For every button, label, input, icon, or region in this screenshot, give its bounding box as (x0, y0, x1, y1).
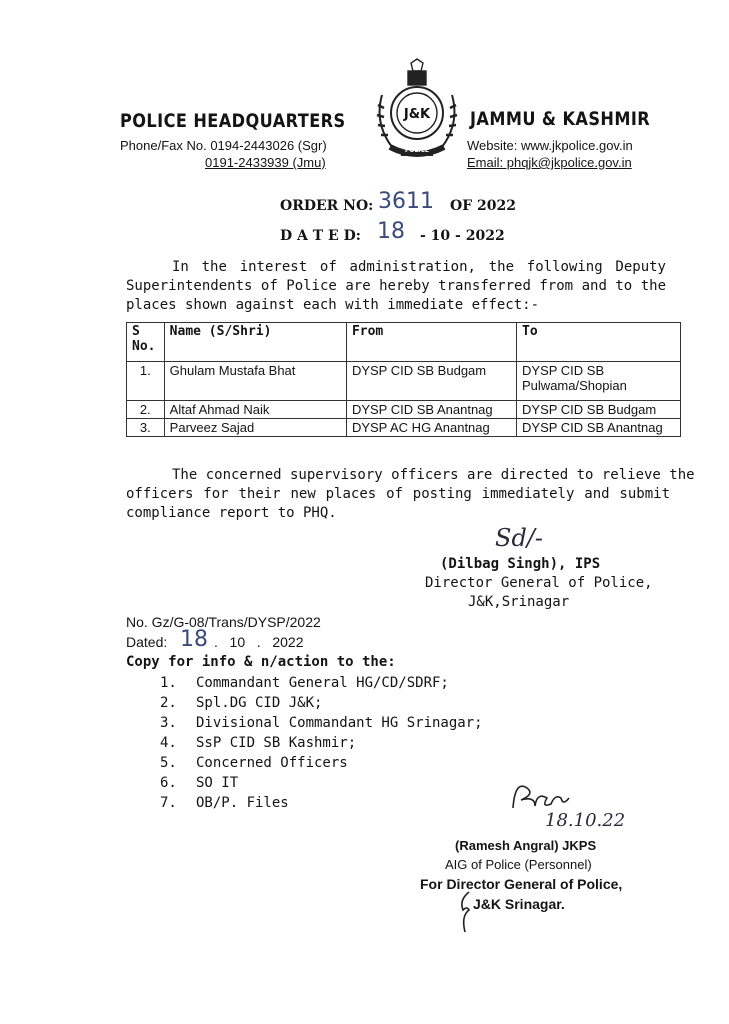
list-item: 6. SO IT (160, 775, 239, 791)
lion-capital-icon (411, 59, 423, 71)
order-year: OF 2022 (450, 198, 516, 214)
row-name: Altaf Ahmad Naik (164, 401, 346, 419)
dated-label: D A T E D: (280, 228, 361, 244)
directive-line-1: The concerned supervisory officers are directed to relieve the (172, 467, 695, 483)
order-label: ORDER NO: (280, 198, 374, 214)
row-from: DYSP CID SB Anantnag (346, 401, 516, 419)
directive-line-3: compliance report to PHQ. (126, 505, 337, 521)
signatory-place: J&K,Srinagar (468, 594, 570, 610)
row-sno: 1. (127, 362, 165, 401)
table-row (127, 419, 681, 437)
list-item: 1. Commandant General HG/CD/SDRF; (160, 675, 449, 691)
col-from: From (346, 323, 516, 362)
endorsement-day: 18 (180, 627, 208, 652)
header-left-title: POLICE HEADQUARTERS (120, 110, 346, 132)
endorsement-date-rest: . 10 . 2022 (214, 634, 304, 650)
row-to: DYSP CID SB Anantnag (517, 419, 681, 437)
directive-paragraph (126, 466, 695, 523)
emblem-text: J&K (403, 107, 431, 122)
copy-list (160, 675, 483, 815)
signature-date: 18.10.22 (545, 810, 626, 831)
table-row (127, 362, 681, 401)
order-month-year: - 10 - 2022 (420, 228, 505, 244)
endorsement-number: No. Gz/G-08/Trans/DYSP/2022 (126, 614, 321, 630)
intro-line-1: In the interest of administration, the following Deputy (172, 259, 666, 275)
row-name: Parveez Sajad (164, 419, 346, 437)
second-signatory-for: For Director General of Police, (420, 876, 623, 892)
header-email: Email: phqjk@jkpolice.gov.in (467, 155, 632, 170)
list-item: 5. Concerned Officers (160, 755, 348, 771)
col-to: To (517, 323, 681, 362)
copy-heading: Copy for info & n/action to the: (126, 654, 396, 670)
intro-line-2: Superintendents of Police are hereby transferred from and to the (126, 278, 666, 294)
initial-mark (455, 890, 479, 934)
table-header-row (127, 323, 681, 362)
row-from: DYSP CID SB Budgam (346, 362, 516, 401)
order-number: 3611 (378, 189, 434, 214)
list-item: 3. Divisional Commandant HG Srinagar; (160, 715, 483, 731)
transfer-table (126, 322, 681, 437)
signature-mark: Sd/- (495, 524, 543, 552)
second-signatory-name: (Ramesh Angral) JKPS (455, 838, 597, 853)
order-day: 18 (377, 219, 405, 244)
header-phone-1: Phone/Fax No. 0194-2443026 (Sgr) (120, 138, 327, 153)
header-right-title: JAMMU & KASHMIR (470, 108, 651, 130)
row-to: DYSP CID SB Pulwama/Shopian (517, 362, 681, 401)
header-phone-2: 0191-2433939 (Jmu) (205, 155, 326, 170)
signatory-name: (Dilbag Singh), IPS (440, 556, 601, 572)
jk-police-emblem (368, 55, 466, 167)
second-signatory-title: AIG of Police (Personnel) (445, 857, 592, 872)
list-item: 4. SsP CID SB Kashmir; (160, 735, 357, 751)
signatory-title: Director General of Police, (425, 575, 653, 591)
second-signatory-place: J&K Srinagar. (473, 896, 565, 912)
table-row (127, 401, 681, 419)
row-from: DYSP AC HG Anantnag (346, 419, 516, 437)
list-item: 7. OB/P. Files (160, 795, 289, 811)
list-item: 2. Spl.DG CID J&K; (160, 695, 323, 711)
col-sno: S No. (127, 323, 165, 362)
emblem-band-text: POLICE (404, 147, 430, 154)
endorsement-dated-label: Dated: (126, 634, 168, 650)
col-name: Name (S/Shri) (164, 323, 346, 362)
row-to: DYSP CID SB Budgam (517, 401, 681, 419)
directive-line-2: officers for their new places of posting immediately and submit (126, 486, 670, 502)
row-sno: 3. (127, 419, 165, 437)
intro-paragraph (126, 258, 666, 315)
header-website: Website: www.jkpolice.gov.in (467, 138, 633, 153)
row-name: Ghulam Mustafa Bhat (164, 362, 346, 401)
row-sno: 2. (127, 401, 165, 419)
intro-line-3: places shown against each with immediate effect:- (126, 297, 540, 313)
